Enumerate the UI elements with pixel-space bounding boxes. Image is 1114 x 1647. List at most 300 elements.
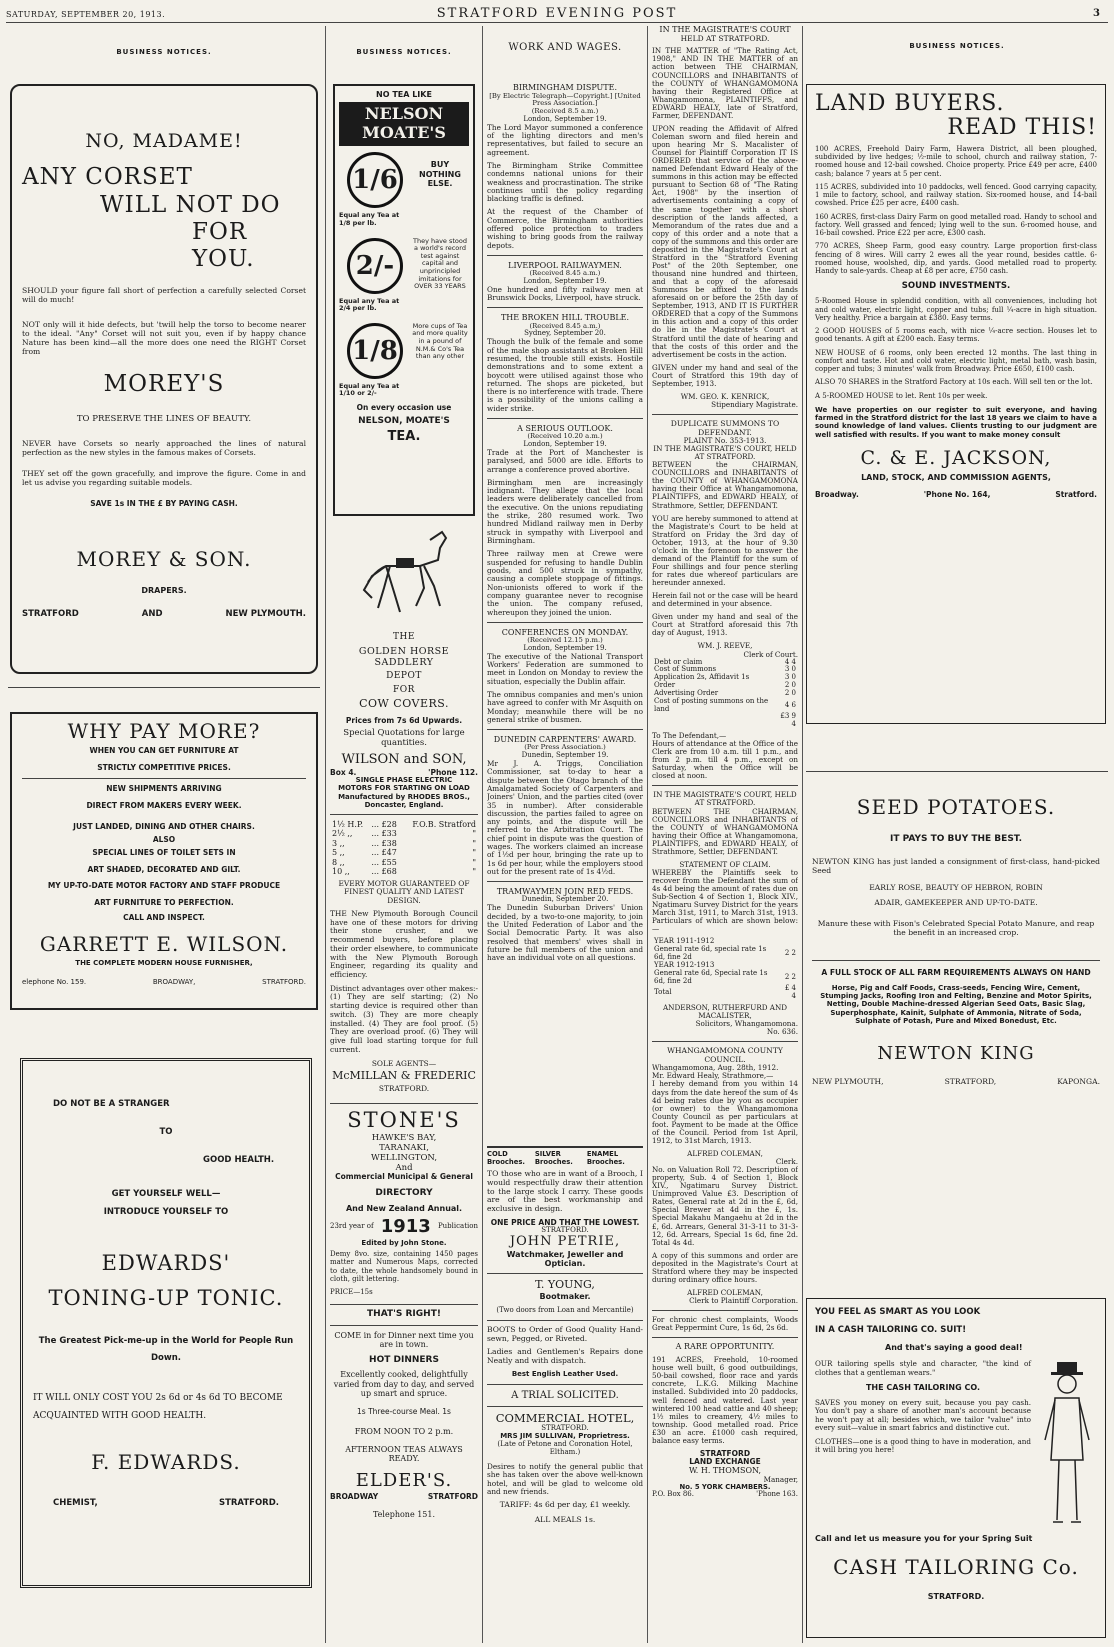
article-text: The Birmingham Strike Committee condemns national unions for their weakness and procrastination. The strike continues until the policy regarding blacking traffic is defined. [487, 160, 643, 204]
advert-address: No. 5 YORK CHAMBERS. [679, 1482, 771, 1491]
advert-text: ADAIR, GAMEKEEPER AND UP-TO-DATE. [874, 898, 1038, 908]
notice-signature: WM. GEO. K. KENRICK, [680, 391, 770, 401]
advert-text: MOTORS FOR STARTING ON LOAD [338, 784, 470, 793]
advert-text: Manager, [763, 1474, 798, 1484]
advert-text: Prices from 7s 6d Upwards. [345, 716, 463, 726]
advert-text: CLOTHES—one is a good thing to have in moderation, and it will bring you here! [815, 1436, 1031, 1455]
column-rule [482, 26, 483, 1643]
table-cell: ... £33 [371, 829, 397, 839]
advert-brand: GOLDEN HORSE SADDLERY [358, 645, 450, 668]
advert-text: TO those who are in want of a Brooch, I would respectfully draw their attention to the large stock I carry. These goods are of the best workmanship and exclusive in design. [487, 1169, 643, 1214]
advert-text: ART SHADED, DECORATED AND GILT. [87, 864, 241, 874]
advert-text: Ladies and Gentlemen's Repairs done Neatly and with dispatch. [487, 1347, 643, 1365]
table-cell: Advertising Order [654, 688, 719, 697]
table-cell: 1½ H.P. [332, 820, 364, 829]
advert-text: TARIFF: 4s 6d per day, £1 weekly. [499, 1500, 631, 1510]
notice-text: A copy of this summons and order are deposited in the Magistrate's Court at Stratford where they may be inspected during ordinary office hours. [652, 1250, 798, 1284]
masthead: STRATFORD EVENING POST [436, 6, 678, 21]
morey-advert [10, 84, 318, 674]
advert-brand: NELSON MOATE'S [339, 102, 469, 146]
advert-town: STRATFORD. [218, 1498, 279, 1509]
advert-text: COLD Brooches. [487, 1150, 525, 1166]
advert-and: AND [141, 609, 163, 620]
page-header [6, 4, 1108, 23]
article-text: The Lord Mayor summoned a conference of the lighting directors and men's representatives, but failed to secure an agreement. [487, 122, 643, 157]
advert-text: FOR [393, 684, 415, 695]
article-dateline: London, September 19. [523, 276, 607, 285]
advert-firm: WILSON and SON, [341, 752, 467, 768]
advert-text: Equal any Tea at 1/10 or 2/- [339, 381, 400, 398]
advert-headline: YOU FEEL AS SMART AS YOU LOOK [815, 1307, 981, 1317]
notice-title: DUPLICATE SUMMONS TO DEFENDANT. [670, 419, 780, 437]
wilson-advert [10, 712, 318, 1010]
article-title: DUNEDIN CARPENTERS' AWARD. [493, 735, 637, 745]
advert-firm: COMMERCIAL HOTEL, [495, 1410, 635, 1425]
table-cell: Order [654, 681, 676, 690]
council-notice [652, 1047, 798, 1305]
notice-text: UPON reading the Affidavit of Alfred Coleman sworn and filed herein and upon hearing Mr S. Macalister of Counsel for Plaintiff Corporation IT IS ORDERED that service of the above-named Defendant Edward Healy of the summons in this action may be effected pursuant to Section 68 of "The Rating Act, 1908" by the insertion of advertisements containing a copy of the same together with a short description of the lands affected, a Memorandum of the rates due and a copy of this order and a note that a copy of the summons and this order are deposited in the Magistrate's Court at Stratford in the "Stratford Evening Post" of the 20th September, one thousand nine hundred and thirteen, and that a copy of the aforesaid Summons be affixed to the lands aforesaid on or before the 25th day of September, 1913, AND IT IS FURTHER ORDERED that a copy of the Summons in this action and a copy of this order do lie in the Magistrate's Court at Stratford until the date of hearing and that the costs of this order and the advertisement be costs in the action. [652, 123, 798, 359]
notice-title: HELD AT STRATFORD. [680, 33, 770, 43]
notice-title: IN THE MAGISTRATE'S COURT, HELD AT STRATFORD. [653, 790, 797, 808]
advert-text: NEWTON KING has just landed a consignment of first-class, hand-picked Seed [812, 857, 1100, 876]
advert-text: HAWKE'S BAY, [371, 1132, 437, 1143]
advert-phone: 'Phone 163. [756, 1490, 798, 1499]
advert-brand: TONING-UP TONIC. [48, 1285, 284, 1310]
list-item: 160 ACRES, first-class Dairy Farm on good metalled road. Handy to school and factory. Well grassed and fenced; lying well to the sun. 6-roomed house, and 16-bail cowshed. Price £22 per acre, £300 cash. [815, 212, 1097, 238]
advert-firm: F. EDWARDS. [91, 1449, 241, 1474]
column-1 [8, 26, 320, 1643]
table-cell: YEAR 1911-1912 [654, 937, 715, 946]
advert-brand: MOREY'S [103, 370, 225, 397]
advert-phone: 'Phone 112. [428, 768, 478, 778]
advert-text: INTRODUCE YOURSELF TO [103, 1207, 229, 1218]
advert-text: STRICTLY COMPETITIVE PRICES. [97, 763, 231, 773]
advert-text: IT PAYS TO BUY THE BEST. [889, 833, 1022, 844]
advert-text: DIRECT FROM MAKERS EVERY WEEK. [86, 801, 242, 811]
advert-text: Demy 8vo. size, containing 1450 pages matter and Numerous Maps, corrected to date, the whole handsomely bound in cloth, gilt lettering. [330, 1250, 478, 1283]
table-cell [652, 713, 774, 729]
table-cell: £ 4 4 [784, 984, 796, 1001]
article-received: (Received 8.5 a.m.) [531, 106, 599, 115]
notice-signature-title: Clerk to Plaintiff Corporation. [689, 1296, 798, 1306]
notice-date: Whangamomona, Aug. 28th, 1912. [652, 1063, 779, 1073]
advert-text: Special Quotations for large quantities. [343, 728, 465, 749]
notice-text: To The Defendant,— [652, 731, 727, 741]
advert-text: BOOTS to Order of Good Quality Hand-sewn, Pegged, or Riveted. [487, 1324, 643, 1343]
table-row [652, 946, 798, 962]
advert-text: We have properties on our register to suit everyone, and having farmed in the Stratford district for the last 18 years we claim to have a sound knowledge of land values. Clients trusting to our judgment are well satisfied with results. If you want to make money consult [815, 405, 1097, 439]
column-2 [330, 26, 478, 1643]
advert-text: EVERY MOTOR GUARANTEED OF FINEST QUALITY AND LATEST DESIGN. [338, 878, 470, 906]
advert-headline: SOUND INVESTMENTS. [901, 281, 1011, 292]
notice-text: Hours of attendance at the Office of the Clerk are from 10 a.m. till 1 p.m., and from 2 p.m. till 4 p.m., except on Saturday, when the Office will be closed at noon. [652, 739, 798, 781]
table-cell: General rate 6d, special rate 1s 6d, fine 2d [654, 945, 767, 962]
notice-text: IN THE MATTER of "The Rating Act, 1908," AND IN THE MATTER of an action between THE CHAIRMAN, COUNCILLORS and INHABITANTS of the COUNTY of WHANGAMOMONA having their Registered Office at Whangamomona, PLAINTIFFS, and EDWARD HEALY, late of Stratford, Farmer, DEFENDANT. [652, 46, 798, 120]
advert-text: Publication [437, 1222, 478, 1231]
list-item: ALSO 70 SHARES in the Stratford Factory at 10s each. Will sell ten or the lot. [815, 378, 1093, 387]
notice-signature: ALFRED COLEMAN, [687, 1287, 763, 1297]
advert-text: Commercial Municipal & General [335, 1171, 473, 1181]
advert-text: CALL AND INSPECT. [123, 913, 205, 923]
article-text: Three railway men at Crewe were suspended for refusing to handle Dublin goods, and 500 struck in sympathy, causing a complete stoppage of fittings. Non-unionists offered to work if the company guarantee never to recognise the union. The company refused, whereupon they joined the union. [487, 549, 643, 617]
advert-firm: NEWTON KING [877, 1043, 1035, 1065]
advert-text: 191 ACRES, Freehold, 10-roomed house well built, 6 good outbuildings, 50-bail cowshed, floor race and yards concrete, L.K.G. Milking Machine installed. Subdivided into 20 paddocks, well fenced and watered. Last year wintered 100 head cattle and 40 sheep; 1½ miles to creamery, 4½ miles to township. Good metalled road. Price £30 an acre. £1000 cash required, balance easy terms. [652, 1355, 798, 1445]
advert-text: And New Zealand Annual. [345, 1204, 463, 1214]
advert-text: NEVER have Corsets so nearly approached the lines of natural perfection as the new styles in the famous makes of Corsets. [22, 438, 306, 457]
table-cell: Cost of posting summons on the land [654, 696, 769, 713]
advert-town: Stratford. [1055, 489, 1097, 499]
notice-title: WHANGAMOMONA COUNTY COUNCIL. [667, 1046, 783, 1064]
notice-text: WHEREBY the Plaintiffs seek to recover from the Defendant the sum of 4s 4d being the amount of rates due on Sub-Section 4 of Section 1, Block XIV., Ngatimaru Survey District for the years March 31st, 1911, to March 31st, 1913. Particulars of which are shown below:— [652, 867, 798, 934]
advert-text: SINGLE PHASE ELECTRIC [355, 776, 453, 784]
advert-text: OUR tailoring spells style and character, "the kind of clothes that a gentleman wears." [815, 1359, 1031, 1377]
rates-table [652, 938, 798, 1001]
list-item: 2 GOOD HOUSES of 5 rooms each, with nice ¼-acre section. Houses let to good tenants. A gift at £200 each. Easy terms. [815, 327, 1097, 344]
cost-table [652, 659, 798, 729]
list-item: 115 ACRES, subdivided into 10 paddocks, well fenced. Good carrying capacity, 1 mile to factory, school, and railway station. Six-roomed house, and 14-bail cowshed. Price £25 per acre, £400 cash. [815, 182, 1097, 208]
article-dateline: Sydney, September 20. [524, 329, 606, 338]
article-text: One hundred and fifty railway men at Brunswick Docks, Liverpool, have struck. [487, 284, 643, 303]
advert-headline: LAND BUYERS. [815, 91, 1005, 116]
advert-firm: CASH TAILORING Co. [833, 1554, 1079, 1579]
advert-headline: WHY PAY MORE? [67, 719, 261, 743]
table-row [330, 848, 478, 857]
advert-line: FOR YOU. [192, 218, 255, 272]
advert-text: FROM NOON TO 2 p.m. [354, 1427, 454, 1437]
advert-text: Distinct advantages over other makes:- (1) They are self starting; (2) No starting device is required other than switch. (3) They are more cheaply installed. (4) They are fool proof. (5) They are overload proof. (6) They will give full load starting torque for full current. [330, 983, 478, 1054]
table-cell: Cost of Summons [654, 665, 717, 674]
article-text: The Dunedin Suburban Drivers' Union decided, by a two-to-one majority, to join the United Federation of Labor and the Social Democratic Party. It was also resolved that members' wives shall in future be full members of the union and have an individual vote on all questions. [487, 903, 643, 963]
advert-text: SILVER Brooches. [534, 1150, 573, 1166]
saddlery-advert [330, 632, 478, 778]
advert-text: ALL MEALS 1s. [534, 1514, 596, 1524]
advert-headline: A FULL STOCK OF ALL FARM REQUIREMENTS ALWAYS ON HAND [821, 967, 1091, 977]
advert-text: JUST LANDED, DINING AND OTHER CHAIRS. [73, 821, 255, 831]
table-cell: General rate 6d, Special rate 1s 6d, fine 2d [654, 968, 768, 985]
table-cell: ... £55 [371, 857, 397, 867]
advert-text: 1s Three-course Meal. 1s [357, 1407, 451, 1417]
advert-text: Call and let us measure you for your Spring Suit [815, 1534, 1033, 1544]
land-exchange-advert [652, 1343, 798, 1499]
advert-text: Excellently cooked, delightfully varied from day to day, and served up smart and spruce. [333, 1370, 475, 1398]
table-row [330, 858, 478, 867]
court-notice [652, 26, 798, 409]
advert-town: KAPONGA. [1057, 1077, 1100, 1087]
jackson-advert [806, 84, 1106, 724]
table-cell: F.O.B. Stratford [412, 820, 476, 829]
advert-firm: LAND EXCHANGE [689, 1457, 761, 1467]
advert-text: DO NOT BE A STRANGER [53, 1099, 170, 1109]
advert-text: They have stood a world's record test against capital and unprincipled imitations for OVER 33 YEARS [412, 236, 468, 291]
motor-price-table [330, 820, 478, 877]
advert-text: Equal any Tea at 2/4 per lb. [339, 296, 400, 313]
summons-notice [652, 420, 798, 780]
article-dateline: London, September 19. [523, 114, 607, 123]
advert-text: LAND, STOCK, AND COMMISSION AGENTS, [861, 473, 1051, 483]
advert-year: 1913 [380, 1215, 431, 1237]
list-item: A 5-ROOMED HOUSE to let. Rent 10s per week. [815, 391, 988, 400]
table-cell: 2½ ,, [332, 829, 353, 839]
section-heading: BUSINESS NOTICES. [909, 42, 1005, 50]
advert-text: Best English Leather Used. [511, 1369, 619, 1378]
table-cell: 2 2 [784, 972, 796, 981]
advert-text: THEY set off the gown gracefully, and improve the figure. Come in and let us advise you regarding suitable models. [22, 468, 306, 487]
table-cell: £3 9 4 [780, 712, 796, 729]
advert-text: TARANAKI, [379, 1142, 429, 1153]
advert-text: 23rd year of [330, 1222, 374, 1231]
advert-text: HOT DINNERS [369, 1355, 439, 1366]
notice-signature-title: Stipendiary Magistrate. [711, 399, 798, 409]
advert-headline: READ THIS! [947, 114, 1097, 140]
advert-text: THE [393, 632, 415, 642]
table-cell: " [472, 829, 476, 839]
table-cell [779, 962, 798, 970]
advert-offer: SAVE 1s IN THE £ BY PAYING CASH. [90, 498, 238, 508]
advert-text: ONE PRICE AND THAT THE LOWEST. [490, 1217, 640, 1227]
price-badge: 2/- [347, 238, 403, 294]
advert-text: NO TEA LIKE [376, 90, 432, 99]
advert-phone: 'Phone No. 164, [923, 489, 991, 499]
article-title: THE BROKEN HILL TROUBLE. [500, 313, 630, 323]
list-item: 100 ACRES, Freehold Dairy Farm, Hawera District, all been ploughed, subdivided by live hedges; ½-mile to school, church and railway station, 7-roomed house and 12-bail cowshed. Choice property. Price £49 per acre, £400 cash; balance 7 years at 5 per cent. [815, 144, 1097, 178]
table-cell: " [472, 867, 476, 877]
column-4 [652, 26, 798, 1643]
news-article [487, 313, 643, 413]
article-text: Birmingham men are increasingly indignant. They allege that the local leaders were deliberately cancelled from the executive. On the unions repudiating the strike, 280 resumed work. Two hundred Midland railway men in Derby struck in sympathy with Liverpool and Birmingham. [487, 477, 643, 546]
advert-firm: GARRETT E. WILSON. [39, 931, 289, 956]
table-cell: 4 4 [784, 657, 796, 666]
notice-title: IN THE MAGISTRATE'S COURT, HELD AT STRATFORD. [653, 444, 797, 462]
advert-town: STRATFORD. [541, 1424, 589, 1432]
issue-date: SATURDAY, SEPTEMBER 20, 1913. [6, 10, 166, 19]
advert-text: GOOD HEALTH. [203, 1155, 275, 1166]
advert-firm: JOHN PETRIE, [509, 1234, 621, 1250]
article-dateline: London, September 19. [523, 439, 607, 448]
article-title: TRAMWAYMEN JOIN RED FEDS. [496, 887, 634, 897]
advert-text: (Late of Petone and Coronation Hotel, Eltham.) [497, 1439, 633, 1456]
table-cell: 2 0 [784, 681, 796, 690]
claim-notice [652, 791, 798, 1036]
advert-text: Watchmaker, Jeweller and Optician. [506, 1250, 624, 1269]
table-row [330, 829, 478, 838]
column-rule [647, 26, 648, 1643]
advert-line: WILL NOT DO [100, 191, 281, 218]
advert-text: EARLY ROSE, BEAUTY OF HEBRON, ROBIN [869, 883, 1043, 893]
advert-text: SAVES you money on every suit, because you pay cash. You don't pay a share of another man's account because he won't pay at all; besides which, we tailor "value" into every suit—value in smart fabrics and distinctive cut. [815, 1397, 1031, 1433]
advert-box: Box 4. [330, 768, 357, 778]
table-cell: 4 6 [784, 700, 796, 709]
table-cell [779, 938, 798, 946]
stones-advert [330, 1103, 478, 1296]
advert-brand: TEA. [387, 428, 421, 444]
table-cell: ... £47 [371, 848, 397, 858]
table-row [652, 713, 798, 729]
article-text: Mr J. A. Triggs, Conciliation Commissioner, sat to-day to hear a dispute between the Otago branch of the Amalgamated Society of Carpenters and Joiners' Union, and the parties cited (over 35 in number). After considerable discussion, the parties failed to agree on any points, and the dispute will be referred to the Arbitration Court. The chief point in dispute was the question of wages. The workers claimed an increase of 1½d per hour, bringing the rate up to 1s 6d per hour, while the employers stood out for the present rate of 1s 4½d. [487, 758, 643, 877]
table-cell: 5 ,, [332, 848, 345, 858]
advert-street: BROADWAY, [152, 977, 196, 986]
advert-trade: DRAPERS. [141, 586, 187, 596]
advert-text: Horse, Pig and Calf Foods, Crass-seeds, Fencing Wire, Cement, Stumping Jacks, Roofing Iron and Felting, Benzine and Motor Spirits, Netting, Double Machine-dressed Algerian Seed Oats, Basic Slag, Superphosphate, Kainit, Sulphate of Ammonia, Nitrate of Soda, Sulphate of Potash, Pure and Mixed Bonedust, Etc. [820, 983, 1092, 1025]
advert-text: SOLE AGENTS— [371, 1058, 437, 1068]
table-cell: " [472, 848, 476, 858]
advert-headline: A RARE OPPORTUNITY. [675, 1342, 775, 1352]
article-text: At the request of the Chamber of Commerce, the Birmingham authorities offered police protection to traders wishing to bring goods from the railway depots. [487, 207, 643, 250]
news-article [487, 83, 643, 250]
article-title: LIVERPOOL RAILWAYMEN. [508, 261, 622, 271]
article-received: (Received 10.20 a.m.) [527, 432, 603, 441]
section-heading: WORK AND WAGES. [508, 42, 622, 53]
column-rule [802, 26, 803, 1643]
notice-title: STATEMENT OF CLAIM. [679, 859, 771, 869]
table-cell: ... £68 [371, 867, 397, 877]
advert-town: STRATFORD. [927, 1591, 985, 1601]
notice-text: GIVEN under my hand and seal of the Court of Stratford this 19th day of September, 1913. [652, 362, 798, 388]
advert-text: A TRIAL SOLICITED. [511, 1389, 619, 1401]
petrie-advert [487, 1146, 643, 1524]
advert-text: ENAMEL Brooches. [586, 1150, 625, 1166]
article-received: (Received 12.15 p.m.) [527, 635, 603, 644]
advert-text: The Greatest Pick-me-up in the World for People Run Down. [38, 1335, 294, 1363]
advert-box: P.O. Box 86. [652, 1490, 694, 1499]
advert-street: Broadway. [815, 489, 859, 499]
advert-text: WHEN YOU CAN GET FURNITURE AT [89, 745, 239, 755]
advert-text: TO [159, 1127, 173, 1138]
advert-headline: IN A CASH TAILORING CO. SUIT! [815, 1325, 967, 1336]
table-cell: Application 2s, Affidavit 1s [654, 673, 750, 682]
advert-text: GET YOURSELF WELL— [111, 1189, 221, 1200]
advert-text: COME in for Dinner next time you are in town. [334, 1330, 474, 1350]
table-cell: 3 ,, [332, 838, 345, 848]
advert-firm: T. YOUNG, [535, 1278, 595, 1292]
advert-text: Manure these with Fison's Celebrated Special Potato Manure, and reap the benefit in an increased crop. [817, 919, 1095, 937]
table-cell: 8 ,, [332, 857, 345, 867]
list-item: 5-Roomed House in splendid condition, with all conveniences, including hot and cold water, electric light, copper and tubs; full ¼-acre in high situation. Very healthy. Price a bargain at £380. Easy terms. [815, 297, 1097, 322]
advert-brand: EDWARDS' [101, 1251, 231, 1276]
advert-text: DIRECTORY [375, 1187, 433, 1198]
notice-text: BETWEEN the CHAIRMAN, COUNCILLORS and INHABITANTS of the COUNTY of WHANGAMOMONA having their Office at Whangamomona, PLAINTIFFS, and EDWARD HEALY, of Strathmore, Settler, DEFENDANT. [652, 460, 798, 510]
tea-advert [333, 84, 475, 516]
table-row [330, 820, 478, 829]
article-dateline: London, September 19. [523, 643, 607, 652]
advert-text: And that's saying a good deal! [885, 1343, 1023, 1353]
advert-text: COW COVERS. [359, 697, 449, 711]
table-row [330, 867, 478, 876]
article-dateline: Dunedin, September 20. [521, 895, 609, 904]
advert-text: ART FURNITURE TO PERFECTION. [94, 898, 234, 908]
advert-text: Manufactured by RHODES BROS., [338, 792, 470, 801]
price-badge: 1/6 [347, 152, 403, 208]
list-item: NEW HOUSE of 6 rooms, only been erected 12 months. The last thing in comfort and taste. Hot and cold water, electric light, metal bath, wash basin, copper and tubs; 3 minutes' walk from Broadway. Price £650, £100 cash. [815, 348, 1097, 374]
advert-text: W. H. THOMSON, [688, 1465, 762, 1475]
notice-text: No. on Valuation Roll 72. Description of property, Sub. 4 of Section 1, Block XIV., Ngatimaru Survey District. Unimproved Value £3. Description of Rates, General rate at 2d in the £, 6d, Special Brewer at 4d in the £, 1s. Special Makahu Mangaehu at 2d in the £, 6d. Arrears, General 31-3-11 to 31-3-12, 6d. Arrears, Special 1s 6d, fine 2d. Total 4s 4d. [652, 1165, 798, 1247]
advert-town: STRATFORD. [378, 1084, 430, 1094]
column-rule [325, 26, 326, 1643]
notice-signature: WM. J. REEVE, [697, 641, 753, 651]
article-title: BIRMINGHAM DISPUTE. [512, 83, 618, 93]
notice-signature-title: Clerk of Court. [743, 649, 798, 659]
advert-text: WELLINGTON, [370, 1152, 438, 1163]
advert-text: (Two doors from Loan and Mercantile) [496, 1305, 634, 1314]
advert-text: THE New Plymouth Borough Council have one of these motors for driving their stone crusher, and we recommend buyers, before placing their order elsewhere, to communicate with the New Plymouth Borough Engineer, regarding its quality and efficiency. [330, 908, 478, 979]
advert-town: STRATFORD. [262, 977, 306, 986]
notice-text: Mr. Edward Healy, Strathmore,— [652, 1071, 774, 1081]
advert-text: NEW SHIPMENTS ARRIVING [106, 784, 222, 794]
advert-text: IT WILL ONLY COST YOU 2s 6d or 4s 6d TO BECOME ACQUAINTED WITH GOOD HEALTH. [33, 1392, 283, 1421]
advert-trade: CHEMIST, [53, 1498, 98, 1509]
article-byline: (Per Press Association.) [524, 743, 606, 752]
advert-text: MY UP-TO-DATE MOTOR FACTORY AND STAFF PRODUCE [47, 881, 281, 891]
price-badge: 1/8 [347, 323, 403, 379]
advert-firm: THE CASH TAILORING CO. [865, 1383, 981, 1393]
edwards-advert [20, 1058, 312, 1588]
advert-text: Desires to notify the general public that she has taken over the above well-known hotel, and will be glad to welcome old and new friends. [487, 1461, 643, 1496]
notice-text: BETWEEN THE CHAIRMAN, COUNCILLORS and INHABITANTS of the COUNTY of WHANGAMOMONA having their Office at Whangamomona, PLAINTIFFS, and EDWARD HEALY, of Strathmore, Settler, DEFENDANT. [652, 806, 798, 856]
article-text: Though the bulk of the female and some of the male shop assistants at Broken Hill resumed, the trouble still exists. Hostile demonstrations and to some extent a boycott were utilised against those who returned. The shops are picketed, but there is no interference with trade. There is a possibility of the unions calling a wider strike. [487, 337, 643, 413]
table-cell: 10 ,, [332, 867, 350, 877]
advert-text: Bootmaker. [539, 1291, 591, 1301]
advert-firm: C. & E. JACKSON, [860, 446, 1052, 469]
notice-title: IN THE MAGISTRATE'S COURT [659, 26, 791, 34]
section-heading: BUSINESS NOTICES. [356, 48, 452, 56]
advert-town: STRATFORD, [944, 1077, 997, 1087]
advert-town: STRATFORD [22, 609, 79, 620]
advert-town: NEW PLYMOUTH. [225, 609, 306, 620]
advert-town: STRATFORD. [541, 1226, 589, 1235]
article-received: (Received 8.45 a.m.) [529, 321, 601, 330]
advert-brand: NELSON, MOATE'S [358, 415, 450, 426]
advert-line: ANY CORSET [22, 164, 193, 191]
table-cell: " [472, 838, 476, 848]
notice-number: No. 636. [766, 1027, 798, 1037]
notice-signature-title: Solicitors, Whangamomona. [695, 1019, 798, 1029]
advert-street: BROADWAY [330, 1491, 379, 1501]
advert-text: MRS JIM SULLIVAN, Proprietress. [500, 1431, 630, 1440]
article-text: The executive of the National Transport Workers' Federation are summoned to meet in London on Monday to review the situation, especially the Dublin affair. [487, 651, 643, 686]
advert-text: SPECIAL LINES OF TOILET SETS IN [92, 847, 236, 857]
notice-title: PLAINT No. 353-1913. [683, 436, 767, 446]
table-cell: ... £38 [371, 838, 397, 848]
advert-town: STRATFORD [427, 1491, 478, 1501]
advert-price: PRICE—15s [330, 1288, 373, 1297]
notice-signature-title: Clerk. [775, 1157, 798, 1167]
advert-firm: ELDER'S. [355, 1469, 453, 1491]
advert-headline: NO, MADAME! [85, 130, 243, 152]
news-article [487, 424, 643, 617]
advert-phone: Telephone 151. [372, 1509, 436, 1519]
advert-headline: THAT'S RIGHT! [367, 1309, 441, 1319]
newton-king-advert [806, 796, 1106, 1087]
advert-town: NEW PLYMOUTH, [812, 1077, 884, 1087]
article-title: A SERIOUS OUTLOOK. [517, 424, 613, 434]
table-cell: " [472, 857, 476, 867]
advert-tagline: TO PRESERVE THE LINES OF BEAUTY. [76, 413, 252, 424]
advert-text: NOT only will it hide defects, but 'twill help the torso to become nearer to the ideal. "Any" Corset will not suit you, even if by happy chance Nature has been kind—all the more does one need the RIGHT Corset from [22, 319, 306, 356]
table-cell: 2 2 [784, 949, 796, 958]
advert-text: Doncaster, England. [364, 800, 444, 809]
notice-text: Given under my hand and seal of the Court at Stratford aforesaid this 7th day of August, 1913. [652, 612, 798, 638]
advert-text: BUY NOTHING ELSE. [419, 160, 461, 189]
table-cell: Debt or claim [654, 657, 703, 666]
advert-headline: SEED POTATOES. [856, 795, 1056, 819]
news-article [487, 628, 643, 724]
woods-advert: For chronic chest complaints, Woods Great Peppermint Cure, 1s 6d, 2s 6d. [652, 1315, 798, 1333]
column-3 [487, 26, 643, 1643]
table-row [330, 839, 478, 848]
table-row [652, 698, 798, 714]
advert-text: SHOULD your figure fall short of perfection a carefully selected Corset will do much! [22, 285, 306, 304]
table-cell: 2 0 [784, 688, 796, 697]
table-cell: Total [654, 988, 672, 997]
